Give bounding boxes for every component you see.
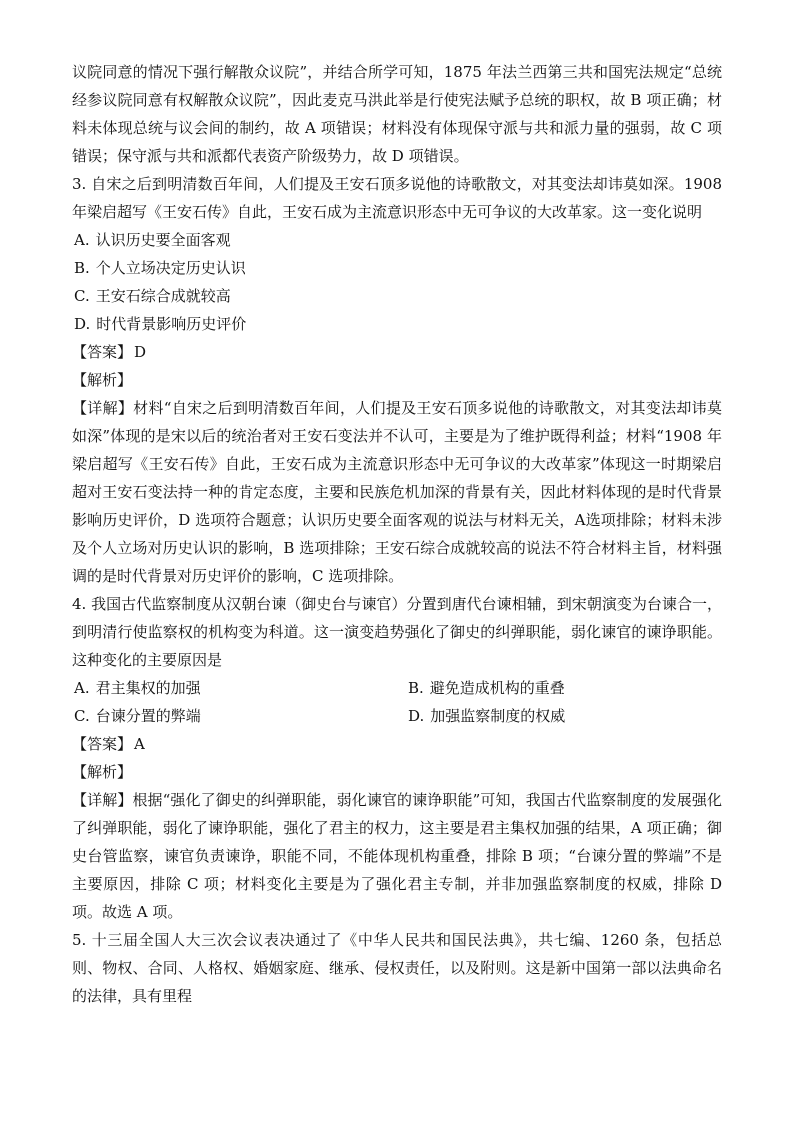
question-4-options — [72, 674, 722, 730]
question-3-answer-value: D — [134, 343, 147, 361]
previous-question-explanation-continuation: 议院同意的情况下强行解散众议院”，并结合所学可知，1875 年法兰西第三共和国宪法规定“总统经参议院同意有权解散众议院”，因此麦克马洪此举是行使宪法赋予总统的职权，故 B 项正确；材料未体现总统与议会间的制约，故 A 项错误；材料没有体现保守派与共和派力量的强弱，故 C 项错误；保守派与共和派都代表资产阶级势力，故 D 项错误。 — [72, 63, 722, 165]
question-4-answer-label: 【答案】 — [72, 735, 133, 753]
question-3-detail — [72, 394, 722, 590]
option-letter: D. — [74, 315, 91, 333]
option-letter: B. — [74, 259, 90, 277]
question-3-option-c — [72, 282, 722, 310]
option-text: 个人立场决定历史认识 — [95, 259, 246, 277]
question-3 — [72, 170, 722, 590]
option-text: 避免造成机构的重叠 — [429, 679, 565, 697]
option-letter: D. — [408, 707, 425, 725]
question-4-detail-text: 根据“强化了御史的纠弹职能，弱化谏官的谏诤职能”可知，我国古代监察制度的发展强化了纠弹职能，弱化了谏诤职能，强化了君主的权力，这主要是君主集权加强的结果，A 项正确；御史台管监察，谏官负责谏诤，职能不同，不能体现机构重叠，排除 B 项；“台谏分置的弊端”不是主要原因，排除 C 项；材料变化主要是为了强化君主专制，并非加强监察制度的权威，排除 D 项。故选 A 项。 — [72, 791, 722, 921]
option-text: 加强监察制度的权威 — [430, 707, 566, 725]
question-3-detail-label: 【详解】 — [72, 399, 134, 417]
question-4-option-c — [74, 702, 388, 730]
option-letter: C. — [74, 707, 90, 725]
option-text: 时代背景影响历史评价 — [96, 315, 247, 333]
question-3-detail-text: 材料“自宋之后到明清数百年间，人们提及王安石顶多说他的诗歌散文，对其变法却讳莫如深”体现的是宋以后的统治者对王安石变法并不认可，主要是为了维护既得利益；材料“1908 年梁启超写《王安石传》自此，王安石成为主流意识形态中无可争议的大改革家”体现这一时期梁启超对王安石变法持一种的肯定态度，主要和民族危机加深的背景有关，因此材料体现的是时代背景影响历史评价，D 选项符合题意；认识历史要全面客观的说法与材料无关，A选项排除；材料未涉及个人立场对历史认识的影响，B 选项排除；王安石综合成就较高的说法不符合材料主旨，材料强调的是时代背景对历史评价的影响，C 选项排除。 — [72, 399, 722, 585]
question-3-stem: 3. 自宋之后到明清数百年间，人们提及王安石顶多说他的诗歌散文，对其变法却讳莫如深。1908 年梁启超写《王安石传》自此，王安石成为主流意识形态中无可争议的大改革家。这一变化说明 — [72, 175, 722, 221]
option-letter: A. — [74, 231, 90, 249]
option-text: 王安石综合成就较高 — [95, 287, 231, 305]
question-4-option-a — [74, 674, 388, 702]
question-3-option-b — [72, 254, 722, 282]
question-3-analysis-label: 【解析】 — [72, 371, 133, 389]
option-letter: B. — [408, 679, 424, 697]
question-5 — [72, 926, 722, 1010]
option-text: 认识历史要全面客观 — [95, 231, 231, 249]
question-4-option-d — [408, 702, 722, 730]
question-4-answer-value: A — [134, 735, 145, 753]
question-3-answer — [72, 338, 722, 366]
question-4-option-b — [408, 674, 722, 702]
question-4-analysis-label: 【解析】 — [72, 763, 133, 781]
question-4-answer — [72, 730, 722, 758]
question-3-option-d — [72, 310, 722, 338]
question-4-detail — [72, 786, 722, 926]
question-3-option-a — [72, 226, 722, 254]
question-4-stem: 4. 我国古代监察制度从汉朝台谏（御史台与谏官）分置到唐代台谏相辅，到宋朝演变为台谏合一，到明清行使监察权的机构变为科道。这一演变趋势强化了御史的纠弹职能，弱化谏官的谏诤职能。这种变化的主要原因是 — [72, 595, 722, 669]
option-text: 台谏分置的弊端 — [95, 707, 201, 725]
question-4 — [72, 590, 722, 926]
question-3-answer-label: 【答案】 — [72, 343, 133, 361]
option-letter: C. — [74, 287, 90, 305]
option-text: 君主集权的加强 — [95, 679, 201, 697]
question-5-stem: 5. 十三届全国人大三次会议表决通过了《中华人民共和国民法典》，共七编、1260 条，包括总则、物权、合同、人格权、婚姻家庭、继承、侵权责任，以及附则。这是新中国第一部以法典命名的法律，具有里程 — [72, 931, 722, 1005]
question-4-detail-label: 【详解】 — [72, 791, 133, 809]
option-letter: A. — [74, 679, 90, 697]
